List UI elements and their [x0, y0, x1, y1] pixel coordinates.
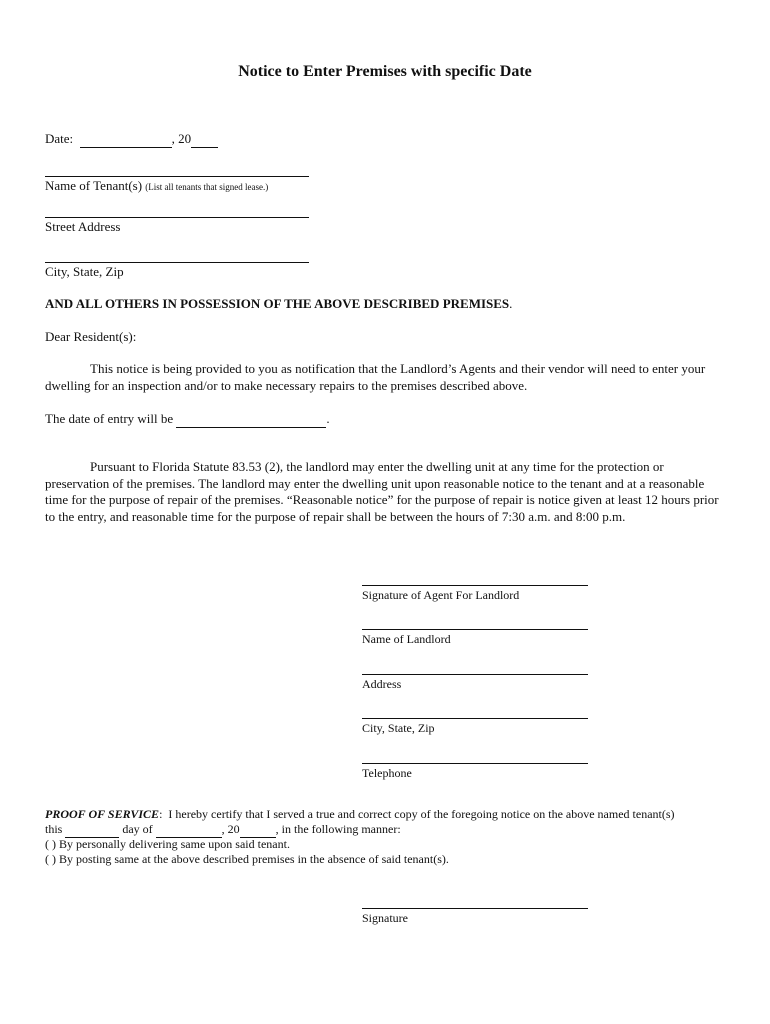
- landlord-city-label: City, State, Zip: [362, 721, 435, 735]
- proof-option-personal[interactable]: ( ) By personally delivering same upon said tenant.: [45, 837, 290, 851]
- proof-day-of: day of: [122, 822, 153, 836]
- proof-this: this: [45, 822, 63, 836]
- tenant-name-caption: [45, 178, 268, 194]
- entry-date-label: The date of entry will be: [45, 411, 174, 426]
- proof-year-prefix: , 20: [221, 822, 240, 836]
- final-signature-label: Signature: [362, 911, 408, 925]
- agent-signature-label: Signature of Agent For Landlord: [362, 588, 520, 602]
- landlord-address-line[interactable]: [362, 674, 588, 675]
- city-state-zip-label: City, State, Zip: [45, 264, 124, 279]
- proof-colon: :: [159, 807, 163, 821]
- proof-manner: , in the following manner:: [275, 822, 401, 836]
- date-year-prefix: , 20: [171, 131, 192, 146]
- tenant-name-label: Name of Tenant(s): [45, 178, 143, 193]
- landlord-name-line[interactable]: [362, 629, 588, 630]
- date-year-blank[interactable]: [191, 131, 218, 148]
- street-address-line[interactable]: [45, 217, 309, 218]
- proof-of-service-heading: PROOF OF SERVICE: [45, 807, 160, 821]
- entry-date-line: [45, 411, 330, 428]
- landlord-telephone-label: Telephone: [362, 766, 412, 780]
- possession-period: .: [509, 296, 513, 311]
- landlord-address-label: Address: [362, 677, 402, 691]
- final-signature-line[interactable]: [362, 908, 588, 909]
- salutation: Dear Resident(s):: [45, 329, 137, 344]
- street-address-label: Street Address: [45, 219, 121, 234]
- proof-of-service-line2: [45, 822, 401, 838]
- statute-paragraph: Pursuant to Florida Statute 83.53 (2), the landlord may enter the dwelling unit at any time for the protection or preservation of the premises. The landlord may enter the dwelling unit upon reasonable notice to the tenant and at a reasonable time for the purpose of repair of the premises. “Reasonable notice” for the purpose of repair is notice given at least 12 hours prior to the entry, and reasonable time for the purpose of repair shall be between the hours of 7:30 a.m. and 8:00 p.m.: [45, 459, 719, 524]
- proof-certify-text: I hereby certify that I served a true and correct copy of the foregoing notice on the above named tenant(s): [168, 807, 675, 821]
- document-title: Notice to Enter Premises with specific Date: [238, 63, 532, 80]
- landlord-telephone-line[interactable]: [362, 763, 588, 764]
- date-blank[interactable]: [80, 131, 172, 148]
- proof-day-blank[interactable]: [65, 822, 119, 838]
- entry-date-blank[interactable]: [176, 411, 326, 428]
- proof-option-posting[interactable]: ( ) By posting same at the above described premises in the absence of said tenant(s).: [45, 852, 449, 866]
- date-line: [45, 131, 218, 148]
- date-label: Date:: [45, 131, 74, 146]
- proof-year-blank[interactable]: [240, 822, 276, 838]
- agent-signature-line[interactable]: [362, 585, 588, 586]
- proof-of-service-line1: [45, 807, 675, 822]
- tenant-name-line[interactable]: [45, 176, 309, 177]
- entry-date-period: .: [326, 411, 330, 426]
- tenant-name-note: (List all tenants that signed lease.): [145, 182, 269, 192]
- city-state-zip-line[interactable]: [45, 262, 309, 263]
- proof-month-blank[interactable]: [156, 822, 222, 838]
- possession-statement: [45, 296, 512, 312]
- notification-paragraph: This notice is being provided to you as notification that the Landlord’s Agents and their vendor will need to enter your dwelling for an inspection and/or to make necessary repairs to the premises described above.: [45, 361, 706, 393]
- landlord-city-line[interactable]: [362, 718, 588, 719]
- possession-text: AND ALL OTHERS IN POSSESSION OF THE ABOVE DESCRIBED PREMISES: [45, 296, 510, 311]
- landlord-name-label: Name of Landlord: [362, 632, 451, 646]
